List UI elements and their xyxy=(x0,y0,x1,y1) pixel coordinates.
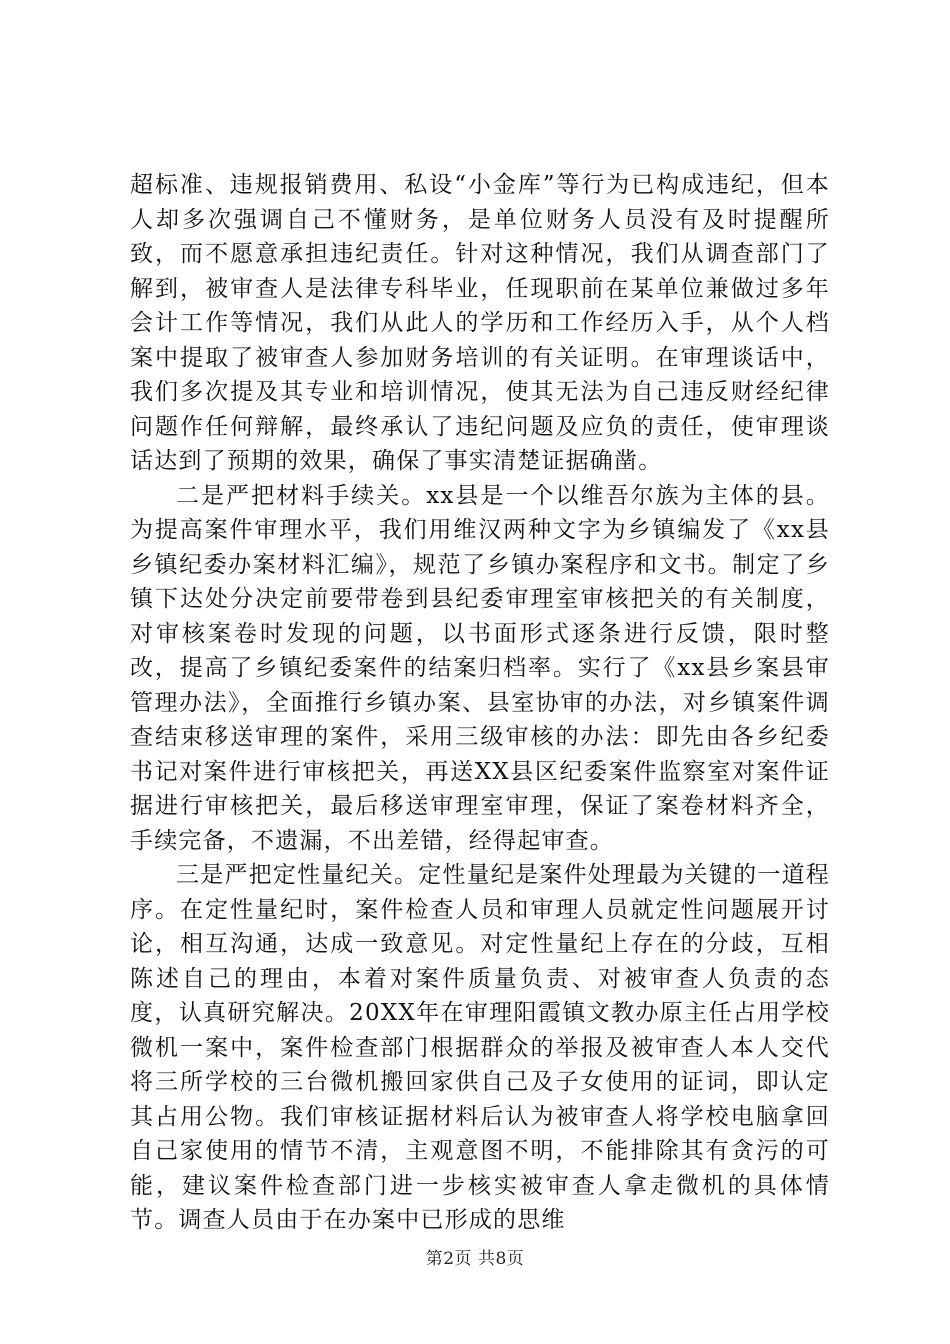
document-body xyxy=(130,168,830,1238)
paragraph-discipline: 三是严把定性量纪关。定性量纪是案件处理最为关键的一道程序。在定性量纪时，案件检查人员和审理人员就定性问题展开讨论，相互沟通，达成一致意见。对定性量纪上存在的分歧，互相陈述自己的理由，本着对案件质量负责、对被审查人负责的态度，认真研究解决。20XX年在审理阳霞镇文教办原主任占用学校微机一案中，案件检查部门根据群众的举报及被审查人本人交代将三所学校的三台微机搬回家供自己及子女使用的证词，即认定其占用公物。我们审核证据材料后认为被审查人将学校电脑拿回自己家使用的情节不清，主观意图不明，不能排除其有贪污的可能，建议案件检查部门进一步核实被审查人拿走微机的具体情节。调查人员由于在办案中已形成的思维 xyxy=(130,862,830,1233)
page-footer: 第2页 共8页 xyxy=(425,1249,525,1269)
paragraph-continued: 超标准、违规报销费用、私设“小金库”等行为已构成违纪，但本人却多次强调自己不懂财务，是单位财务人员没有及时提醒所致，而不愿意承担违纪责任。针对这种情况，我们从调查部门了解到，被审查人是法律专科毕业，任现职前在某单位兼做过多年会计工作等情况，我们从此人的学历和工作经历入手，从个人档案中提取了被审查人参加财务培训的有关证明。在审理谈话中，我们多次提及其专业和培训情况，使其无法为自己违反财经纪律问题作任何辩解，最终承认了违纪问题及应负的责任，使审理谈话达到了预期的效果，确保了事实清楚证据确凿。 xyxy=(130,172,830,474)
paragraph-materials: 二是严把材料手续关。xx县是一个以维吾尔族为主体的县。为提高案件审理水平，我们用维汉两种文字为乡镇编发了《xx县乡镇纪委办案材料汇编》，规范了乡镇办案程序和文书。制定了乡镇下达处分决定前要带卷到县纪委审理室审核把关的有关制度，对审核案卷时发现的问题，以书面形式逐条进行反馈，限时整改，提高了乡镇纪委案件的结案归档率。实行了《xx县乡案县审管理办法》，全面推行乡镇办案、县室协审的办法，对乡镇案件调查结束移送审理的案件，采用三级审核的办法：即先由各乡纪委书记对案件进行审核把关，再送XX县区纪委案件监察室对案件证据进行审核把关，最后移送审理室审理，保证了案卷材料齐全，手续完备，不遗漏，不出差错，经得起审查。 xyxy=(130,482,830,854)
